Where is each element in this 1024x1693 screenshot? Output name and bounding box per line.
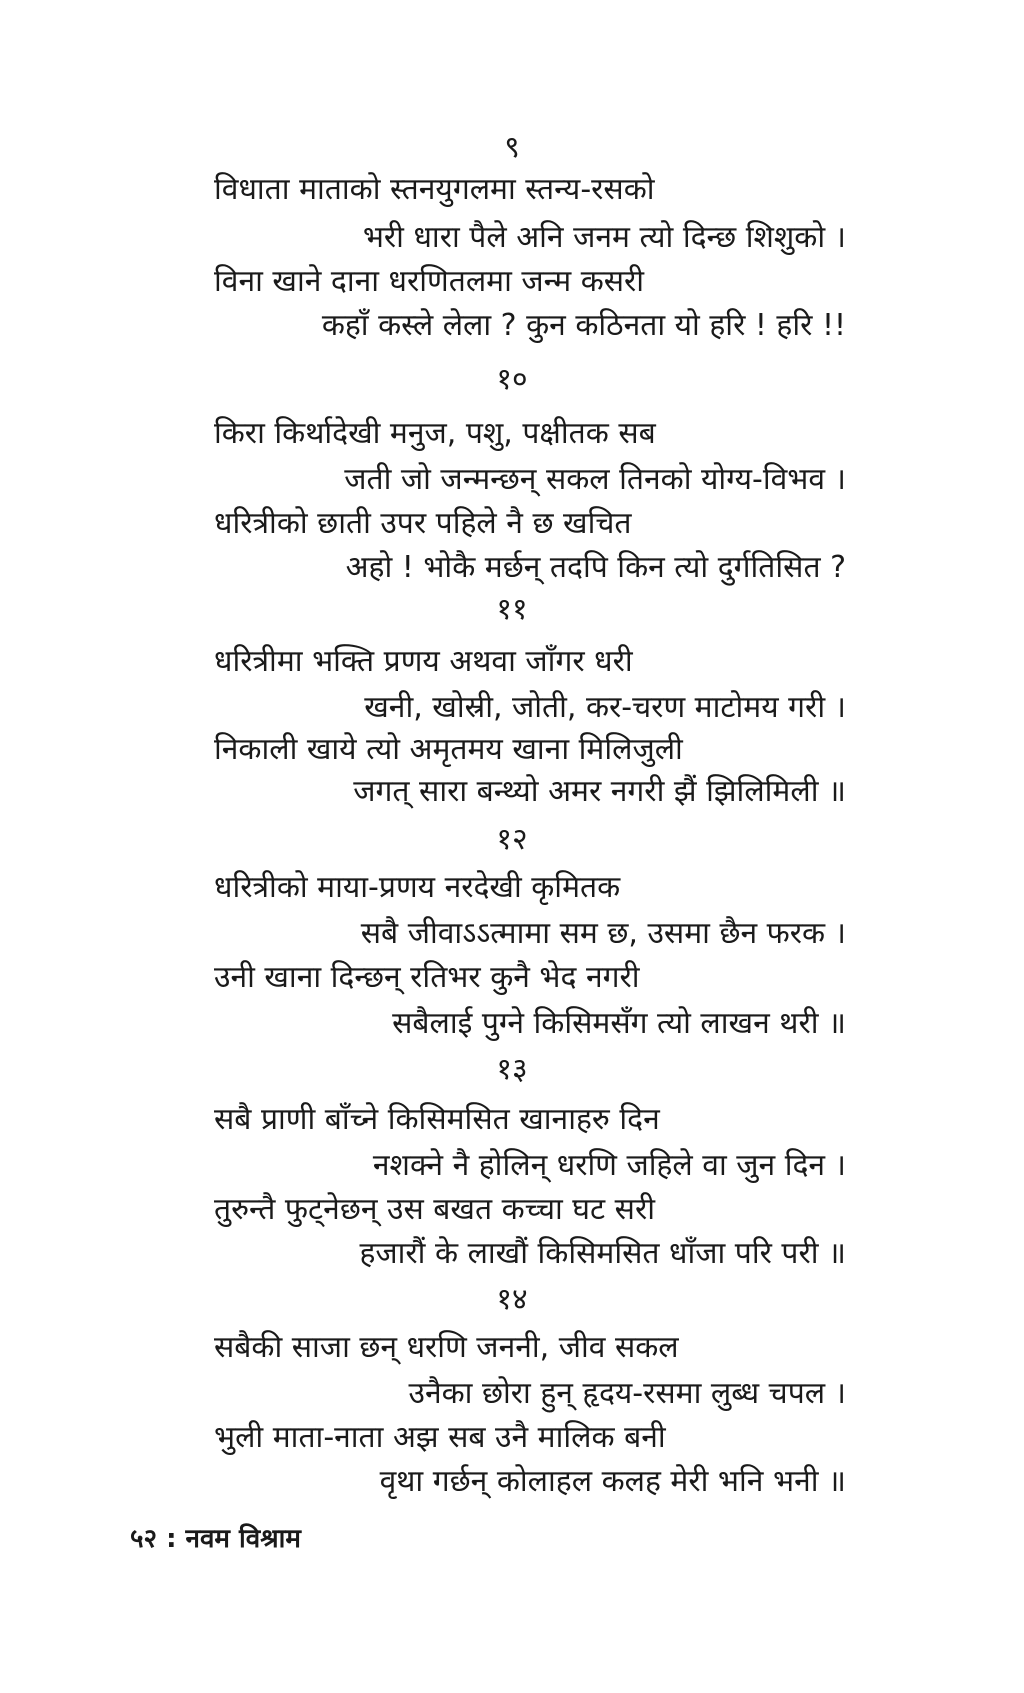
stanza-number: ९ xyxy=(504,130,520,165)
verse-line: उनैका छोरा हुन् हृदय-रसमा लुब्ध चपल । xyxy=(408,1376,846,1411)
verse-line: सबै जीवाऽऽत्मामा सम छ, उसमा छैन फरक । xyxy=(360,916,846,951)
verse-line: खनी, खोस्री, जोती, कर-चरण माटोमय गरी । xyxy=(364,690,846,725)
stanza-number: १२ xyxy=(496,822,528,857)
verse-line: धरित्रीको माया-प्रणय नरदेखी कृमितक xyxy=(214,870,621,905)
verse-line: नशक्ने नै होलिन् धरणि जहिले वा जुन दिन । xyxy=(372,1148,846,1183)
verse-line: विधाता माताको स्तनयुगलमा स्तन्य-रसको xyxy=(214,172,655,207)
verse-line: उनी खाना दिन्छन् रतिभर कुनै भेद नगरी xyxy=(214,960,640,995)
verse-line: तुरुन्तै फुट्नेछन् उस बखत कच्चा घट सरी xyxy=(214,1192,656,1227)
verse-line: अहो ! भोकै मर्छन् तदपि किन त्यो दुर्गतिसित ? xyxy=(345,550,846,585)
stanza-number: १३ xyxy=(496,1052,528,1087)
verse-line: जती जो जन्मन्छन् सकल तिनको योग्य-विभव । xyxy=(344,462,846,497)
verse-line: वृथा गर्छन् कोलाहल कलह मेरी भनि भनी ॥ xyxy=(379,1464,846,1499)
verse-line: हजारौं के लाखौं किसिमसित धाँजा परि परी ॥ xyxy=(359,1236,846,1271)
stanza-number: ११ xyxy=(496,592,528,627)
verse-line: धरित्रीको छाती उपर पहिले नै छ खचित xyxy=(214,506,632,541)
verse-line: धरित्रीमा भक्ति प्रणय अथवा जाँगर धरी xyxy=(214,644,633,679)
verse-line: विना खाने दाना धरणितलमा जन्म कसरी xyxy=(214,264,645,299)
verse-line: सबैकी साजा छन् धरणि जननी, जीव सकल xyxy=(214,1330,679,1365)
verse-line: सबैलाई पुग्ने किसिमसँग त्यो लाखन थरी ॥ xyxy=(392,1006,846,1041)
verse-line: भरी धारा पैले अनि जनम त्यो दिन्छ शिशुको । xyxy=(362,220,846,255)
verse-line: सबै प्राणी बाँच्ने किसिमसित खानाहरु दिन xyxy=(214,1102,660,1137)
verse-line: कहाँ कस्ले लेला ? कुन कठिनता यो हरि ! हरि !! xyxy=(321,308,846,343)
page-footer: ५२ : नवम विश्राम xyxy=(130,1524,301,1554)
stanza-number: १४ xyxy=(496,1282,528,1317)
verse-line: भुली माता-नाता अझ सब उनै मालिक बनी xyxy=(214,1420,666,1455)
verse-line: निकाली खाये त्यो अमृतमय खाना मिलिजुली xyxy=(214,732,683,767)
verse-line: जगत् सारा बन्थ्यो अमर नगरी झैं झिलिमिली ॥ xyxy=(353,774,846,809)
stanza-number: १० xyxy=(496,362,528,397)
verse-line: किरा किर्थादेखी मनुज, पशु, पक्षीतक सब xyxy=(214,416,656,451)
